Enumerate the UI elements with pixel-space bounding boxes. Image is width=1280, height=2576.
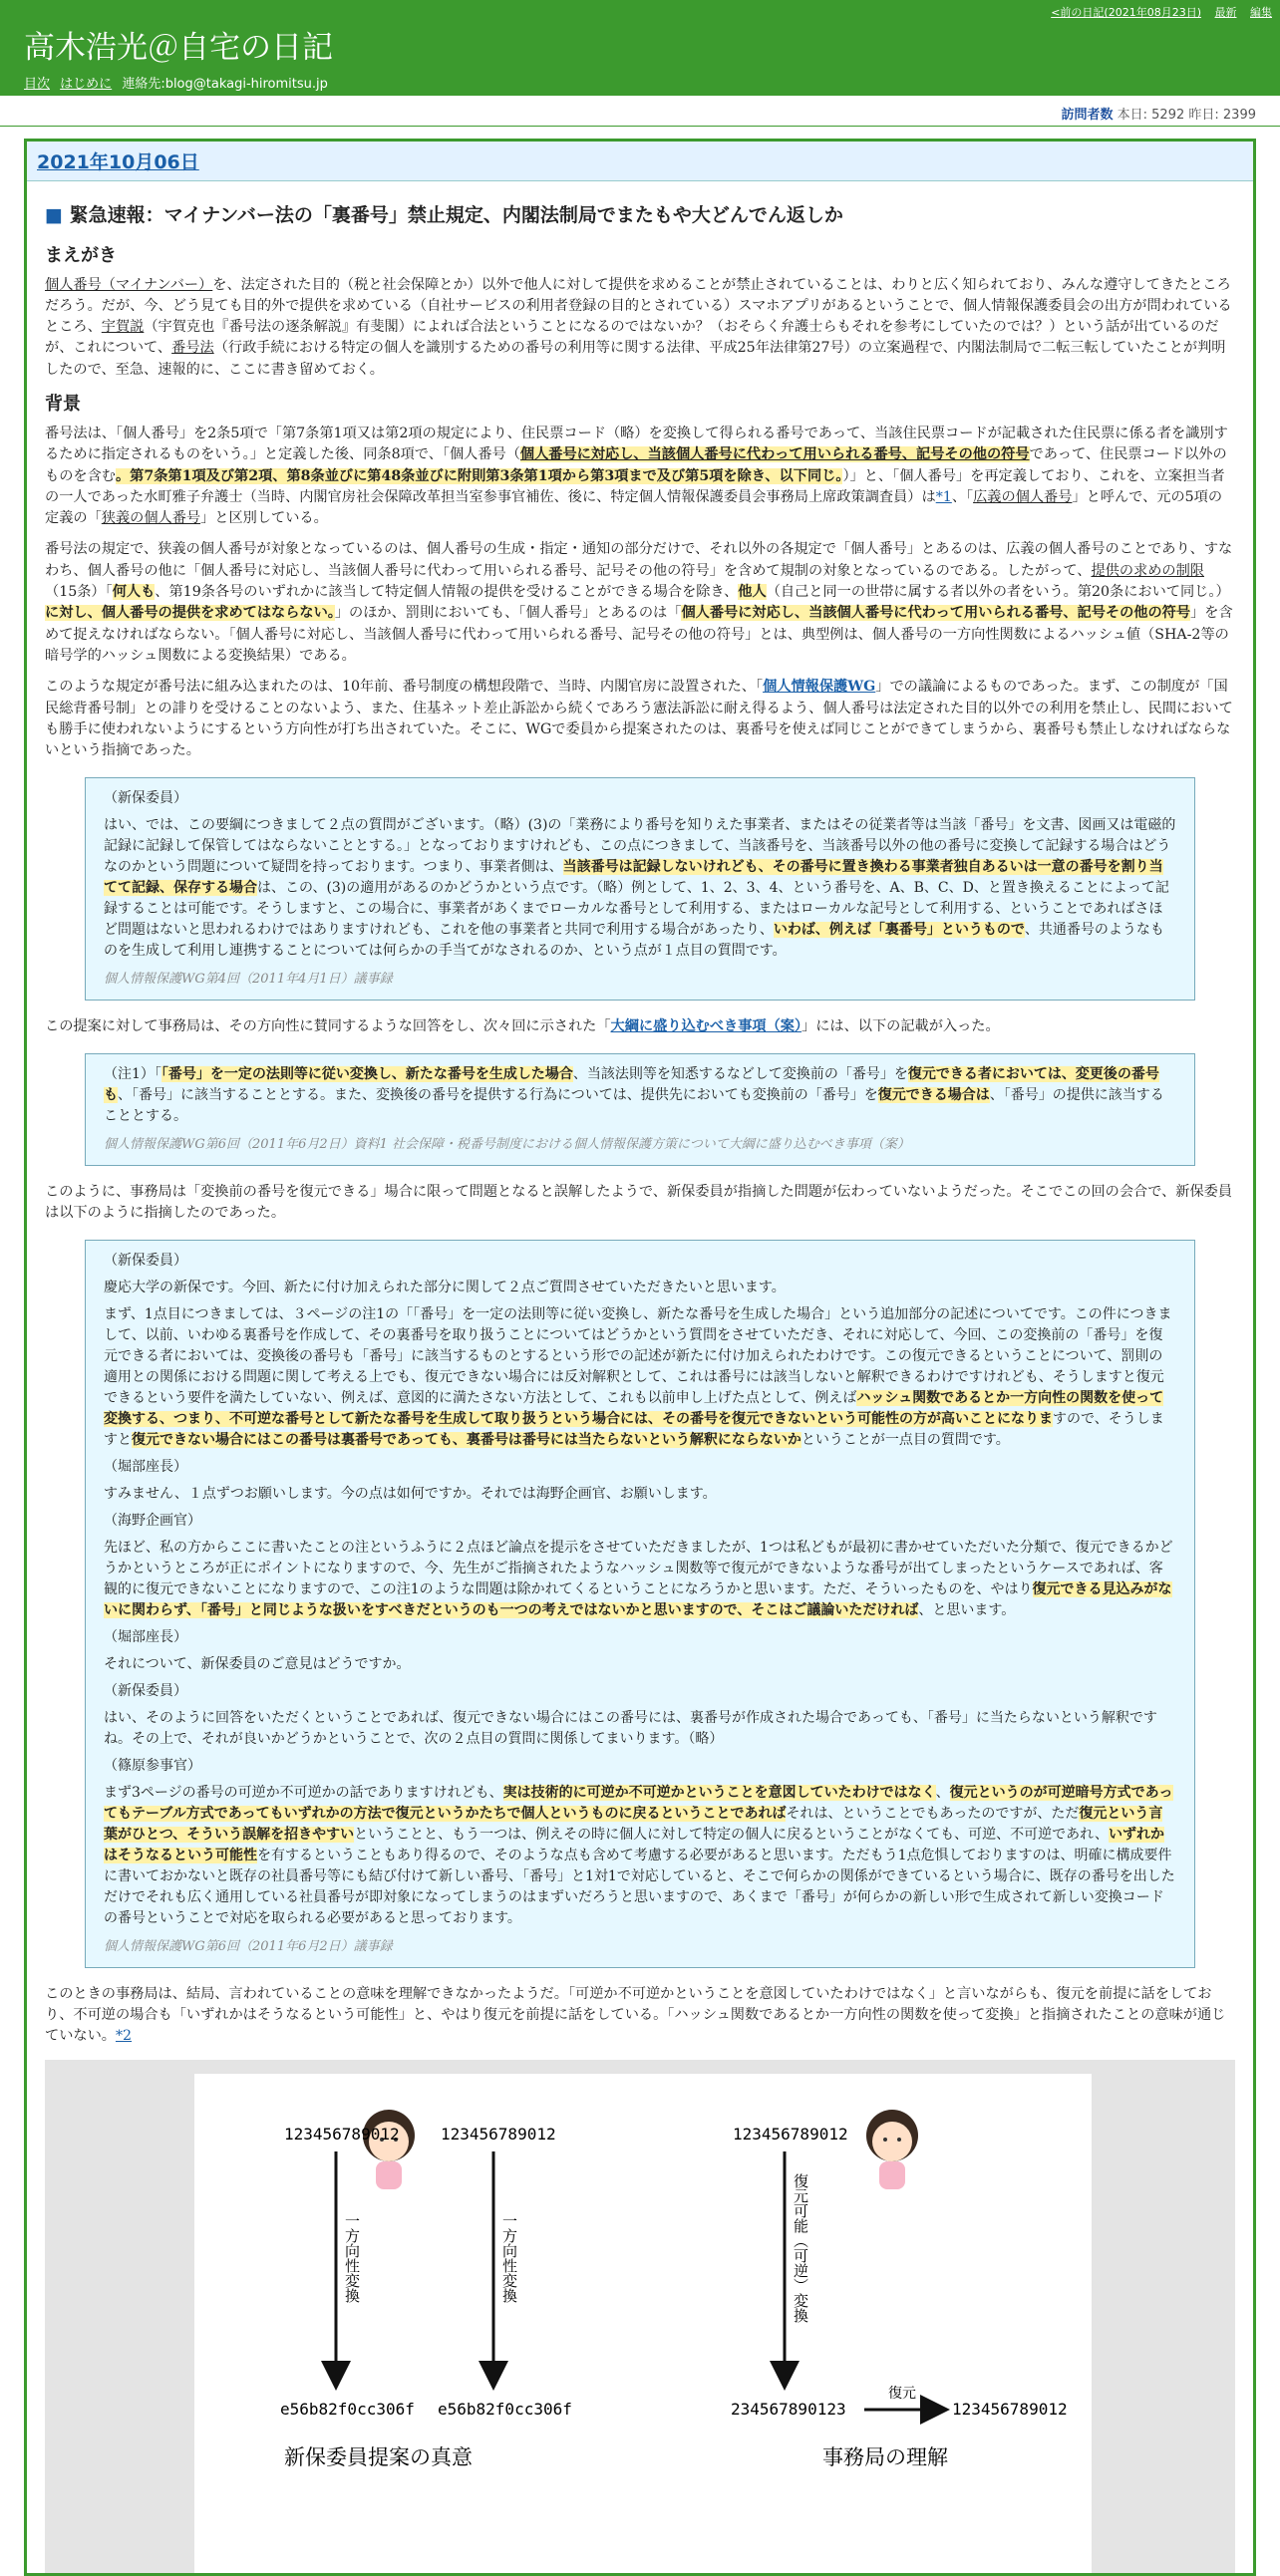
hash-value-1: e56b82f0cc306f	[280, 2399, 415, 2419]
diary-entry	[24, 139, 1256, 2576]
figure-diagram	[194, 2074, 1092, 2576]
top-nav	[1041, 4, 1272, 20]
mynumber-link[interactable]: 個人番号（マイナンバー）	[45, 276, 213, 293]
paragraph-after-q2: このように、事務局は「変換前の番号を復元できる」場合に限って問題となると誤解したようで、新保委員が指摘した問題が伝わっていないようだった。そこでこの回の会合で、新保委員は以下のように指摘したのであった。	[45, 1183, 1233, 1222]
hash-value-2: e56b82f0cc306f	[438, 2399, 572, 2419]
visitor-counter	[0, 96, 1280, 126]
visitor-count-link[interactable]: 訪問者数	[1061, 108, 1114, 123]
heading-intro: まえがき	[45, 244, 117, 266]
date-link[interactable]: 2021年10月06日	[37, 151, 199, 173]
narrow-number-link[interactable]: 狭義の個人番号	[101, 510, 201, 527]
restore-label: 復元	[888, 2385, 916, 2402]
one-way-label-2: 一方向性変換	[500, 2212, 518, 2303]
one-way-label-1: 一方向性変換	[343, 2212, 361, 2303]
provision-limit-link[interactable]: 提供の求めの制限	[1091, 562, 1204, 579]
header-nav	[24, 73, 328, 92]
caption-left: 新保委員提案の真意	[284, 2444, 473, 2469]
conversion-diagram	[194, 2074, 1092, 2576]
bg-paragraph-3: このような規定が番号法に組み込まれたのは、10年前、番号制度の構想段階で、当時、内閣官房に設置された、「個人情報保護WG」での議論によるものであった。まず、この制度が「国民総背番号制」との誹りを受けることのないよう、また、住基ネット差止訴訟から続くであろう憲法訴訟に耐え得るよう、個人番号は法定された目的以外での利用を禁止し、民間においても勝手に使われないようにするという方向性が打ち出されていた。そこに、WGで委員から提案されたのは、裏番号を使えば同じことができてしまうから、裏番号も禁止しなければならないという指摘であった。	[45, 679, 1233, 759]
section-marker-icon[interactable]: ■	[45, 204, 63, 226]
quote-1-cite: 個人情報保護WG第4回（2011年4月1日）議事録	[104, 972, 393, 988]
broad-number-link[interactable]: 広義の個人番号	[973, 488, 1073, 505]
entry-body	[27, 181, 1253, 2576]
nav-intro-link[interactable]: はじめに	[60, 77, 113, 92]
quote-1: （新保委員） はい、では、この要綱につきまして２点の質問がございます。（略）(3)の「業務により番号を知りえた事業者、またはその従業者等は当該「番号」を文書、図画又は電磁的記録に記録して保管してはならないこととする。」となっておりますけれども、この点につきまして、当該番号を、当該番号以外の他の番号に変換して記録する場合はどうなのかという問題について疑問を持っております。つまり、事業者側は、当該番号は記録しないけれども、その番号に置き換わる事業者独自あるいは一意の番号を割り当てて記録、保存する場合は、この、(3)の適用があるのかどうかという点です。（略）例として、1、2、3、4、という番号を、A、B、C、D、と置き換えることによって記録することは可能です。そうしますと、この場合に、事業者があくまでローカルな番号として利用する、またはローカルな記号として利用する、ということであればさほど問題はないと思われるわけではありますけれども、これを他の事業者と共同で利用する場合があったり、いわば、例えば「裏番号」というもので、共通番号のようなものを生成して利用し連携することについては何らかの手当てがなされるのか、という点が１点目の質問です。 個人情報保護WG第4回（2011年4月1日）議事録	[85, 777, 1195, 1001]
law-link[interactable]: 番号法	[171, 340, 214, 357]
bg-paragraph-1: 番号法は、「個人番号」を2条5項で「第7条第1項又は第2項の規定により、住民票コード（略）を変換して得られる番号であって、当該住民票コードが記載された住民票に係る者を識別するために指定されるものをいう。」と定義した後、同条8項で、「個人番号（個人番号に対応し、当該個人番号に代わって用いられる番号、記号その他の符号であって、住民票コード以外のものを含む。第7条第1項及び第2項、第8条並びに第48条並びに附則第3条第1項から第3項まで及び第5項を除き、以下同じ。）」と、「個人番号」を再定義しており、これを、立案担当者の一人であった水町雅子弁護士（当時、内閣官房社会保障改革担当室参事官補佐、後に、特定個人情報保護委員会事務局上席政策調査員）は*1、「広義の個人番号」と呼んで、元の5項の定義の「狭義の個人番号」と区別している。	[45, 425, 1228, 527]
quote-3-cite: 個人情報保護WG第6回（2011年6月2日）議事録	[104, 1939, 393, 1955]
entry-title	[45, 201, 1235, 230]
source-number-3: 123456789012	[733, 2124, 848, 2144]
footnote-1-link[interactable]: *1	[935, 488, 952, 505]
reversible-label: 復元可能（可逆）変換	[792, 2172, 809, 2323]
source-number-1: 123456789012	[284, 2124, 400, 2144]
restored-number: 123456789012	[952, 2399, 1068, 2419]
quote-3: （新保委員） 慶応大学の新保です。今回、新たに付け加えられた部分に関して２点ご質問させていただきたいと思います。 まず、1点目につきましては、３ページの注1の「「番号」を一定の法則等に従い変換し、新たな番号を生成した場合」という追加部分の記述についてです。この件につきまして、以前、いわゆる裏番号を作成して、その裏番号を取り扱うことについてはどうかという質問をさせていただき、それに対応して、今回、この変換前の「番号」を復元できる者においては、変換後の番号も「番号」に該当するものとするという形での記述が新たに付け加えられたわけです。この復元できるということについて、罰則の適用との関係における問題に関して考える上でも、復元できない場合には反対解釈として、これは番号には該当しないと解釈できるわけですけれども、そうしますと復元できるという要件を満たしていない、例えば、意図的に満たさない方法として、これも以前申し上げた点として、例えばハッシュ関数であるとか一方向性の関数を使って変換する、つまり、不可逆な番号として新たな番号を生成して取り扱うという場合には、その番号を復元できないという可能性の方が高いことになりますので、そうしますと復元できない場合にはこの番号は裏番号であっても、裏番号は番号には当たらないという解釈にならないかということが一点目の質問です。 （堀部座長） すみません、１点ずつお願いします。今の点は如何ですか。それでは海野企画官、お願いします。 （海野企画官） 先ほど、私の方からここに書いたことの注というふうに２点ほど論点を提示をさせていただきましたが、1つは私どもが最初に書かせていただいた分類で、復元できるかどうかというところが正にポイントになりますので、今、先生がご指摘されたようなハッシュ関数等で復元ができないような番号が出てしまったというケースであれば、客観的に復元できないことになりますので、この注1のような問題は除かれてくるということになろうかと思います。ただ、そういったものを、やはり復元できる見込みがないに関わらず、「番号」と同じような扱いをすべきだというのも一つの考えではないかと思いますので、そこはご議論いただければ、と思います。 （堀部座長） それについて、新保委員のご意見はどうですか。 （新保委員） はい、そのように回答をいただくということであれば、復元できない場合にはこの番号には、裏番号が作成された場合であっても、「番号」に当たらないという解釈ですね。その上で、それが良いかどうかということで、次の２点目の質問に関係してまいります。（略） （篠原参事官） まず3ページの番号の可逆か不可逆かの話でありますけれども、実は技術的に可逆か不可逆かということを意図していたわけではなく、復元というのが可逆暗号方式であってもテーブル方式であってもいずれかの方法で復元というかたちで個人というものに戻るということであればそれは、ということでもあったのですが、ただ復元という言葉がひとつ、そういう誤解を招きやすいということと、もう一つは、例えその時に個人に対して特定の個人に戻るということがなくても、可逆、不可逆であれ、いずれかはそうなるという可能性を有するということもあり得るので、そのような点も含めて考慮する必要があると思います。ただもう1点危惧しておりますのは、明確に構成要件に書いておかないと既存の社員番号等にも結び付けて新しい番号、「番号」と1対1で対応していると、そこで何らかの関係ができているという場合に、既存の番号を出しただけでそれも広く通用している社員番号が即対象になってしまうのはまずいだろうと思いますので、あくまで「番号」が何らかの新しい形で生成されて新しい変換コードの番号ということで対応を取られる必要があると思っております。 個人情報保護WG第6回（2011年6月2日）議事録	[85, 1240, 1195, 1968]
entry-title-text: 緊急速報：マイナンバー法の「裏番号」禁止規定、内閣法制局でまたもや大どんでん返しか	[69, 204, 843, 226]
nav-index-link[interactable]: 目次	[24, 77, 51, 92]
contact-text: 連絡先:blog@takagi-hiromitsu.jp	[122, 77, 328, 92]
paragraph-after-q1: この提案に対して事務局は、その方向性に賛同するような回答をし、次々回に示された「大綱に盛り込むべき事項（案）」には、以下の記載が入った。	[45, 1017, 1000, 1034]
heading-background: 背景	[45, 393, 81, 415]
bg-paragraph-2: 番号法の規定で、狭義の個人番号が対象となっているのは、個人番号の生成・指定・通知の部分だけで、それ以外の各規定で「個人番号」とあるのは、広義の個人番号のことであり、すなわち、個人番号の他に「個人番号に対応し、当該個人番号に代わって用いられる番号、記号その他の符号」を含めて規制の対象となっているのである。したがって、提供の求めの制限（15条）「何人も、第19条各号のいずれかに該当して特定個人情報の提供を受けることができる場合を除き、他人（自己と同一の世帯に属する者以外の者をいう。第20条において同じ。）に対し、個人番号の提供を求めてはならない。」のほか、罰則においても、「個人番号」とあるのは「個人番号に対応し、当該個人番号に代わって用いられる番号、記号その他の符号」を含めて捉えなければならない。「個人番号に対応し、当該個人番号に代わって用いられる番号、記号その他の符号」とは、典型例は、個人番号の一方向性関数によるハッシュ値（SHA-2等の暗号学的ハッシュ関数による変換結果）である。	[45, 541, 1233, 664]
final-paragraph: このときの事務局は、結局、言われていることの意味を理解できなかったようだ。「可逆か不可逆かということを意図していたわけではなく」と言いながらも、復元を前提に話をしており、不可逆の場合も「いずれかはそうなるという可能性」と、やはり復元を前提に話をしている。「ハッシュ関数であるとか一方向性の関数を使って変換」と指摘されたことの意味が通じていない。*2	[45, 1985, 1226, 2045]
privacy-wg-link[interactable]: 個人情報保護WG	[763, 679, 876, 696]
prev-diary-link[interactable]: <前の日記(2021年08月23日)	[1051, 6, 1201, 19]
uga-link[interactable]: 宇賀説	[101, 319, 145, 336]
site-title: 高木浩光＠自宅の日記	[24, 30, 333, 66]
today-count: 本日: 5292	[1117, 108, 1185, 123]
person-icon-left	[363, 2110, 415, 2189]
outline-items-link[interactable]: 大綱に盛り込むべき事項（案）	[610, 1017, 802, 1034]
source-number-2: 123456789012	[441, 2124, 556, 2144]
person-icon-right	[866, 2110, 918, 2189]
converted-number: 234567890123	[731, 2399, 846, 2419]
edit-link[interactable]: 編集	[1250, 6, 1272, 19]
latest-link[interactable]: 最新	[1214, 6, 1237, 19]
yesterday-count: 昨日: 2399	[1188, 108, 1256, 123]
site-header	[0, 0, 1280, 96]
quote-2: （注1）「「番号」を一定の法則等に従い変換し、新たな番号を生成した場合、当該法則等を知悉するなどして変換前の「番号」を復元できる者においては、変更後の番号も、「番号」に該当することとする。また、変換後の番号を提供する行為については、提供先においても変換前の「番号」を復元できる場合は、「番号」の提供に該当することとする。 個人情報保護WG第6回（2011年6月2日）資料1 社会保障・税番号制度における個人情報保護方策について大綱に盛り込むべき事項（案）	[85, 1053, 1195, 1166]
footnote-2-link[interactable]: *2	[115, 2028, 133, 2045]
intro-paragraph: 個人番号（マイナンバー）を、法定された目的（税と社会保障とか）以外で他人に対して提供を求めることが禁止されていることは、わりと広く知られており、みんな遵守してきたところだろう。だが、今、どう見ても目的外で提供を求めている（自社サービスの利用者登録の目的とされている）スマホアプリがあるということで、個人情報保護委員会の出方が問われているところ、宇賀説（宇賀克也『番号法の逐条解説』有斐閣）によれば合法ということになるのではないか？（おそらく弁護士らもそれを参考にしていたのでは？）という話が出ているのだが、これについて、番号法（行政手続における特定の個人を識別するための番号の利用等に関する法律、平成25年法律第27号）の立案過程で、内閣法制局で二転三転していたことが判明したので、至急、速報的に、ここに書き留めておく。	[45, 276, 1232, 378]
figure-container	[45, 2060, 1235, 2576]
quote-2-cite: 個人情報保護WG第6回（2011年6月2日）資料1 社会保障・税番号制度における個人情報保護方策について大綱に盛り込むべき事項（案）	[104, 1137, 910, 1153]
entry-date	[27, 142, 1253, 181]
divider	[0, 126, 1280, 127]
caption-right: 事務局の理解	[822, 2444, 948, 2469]
